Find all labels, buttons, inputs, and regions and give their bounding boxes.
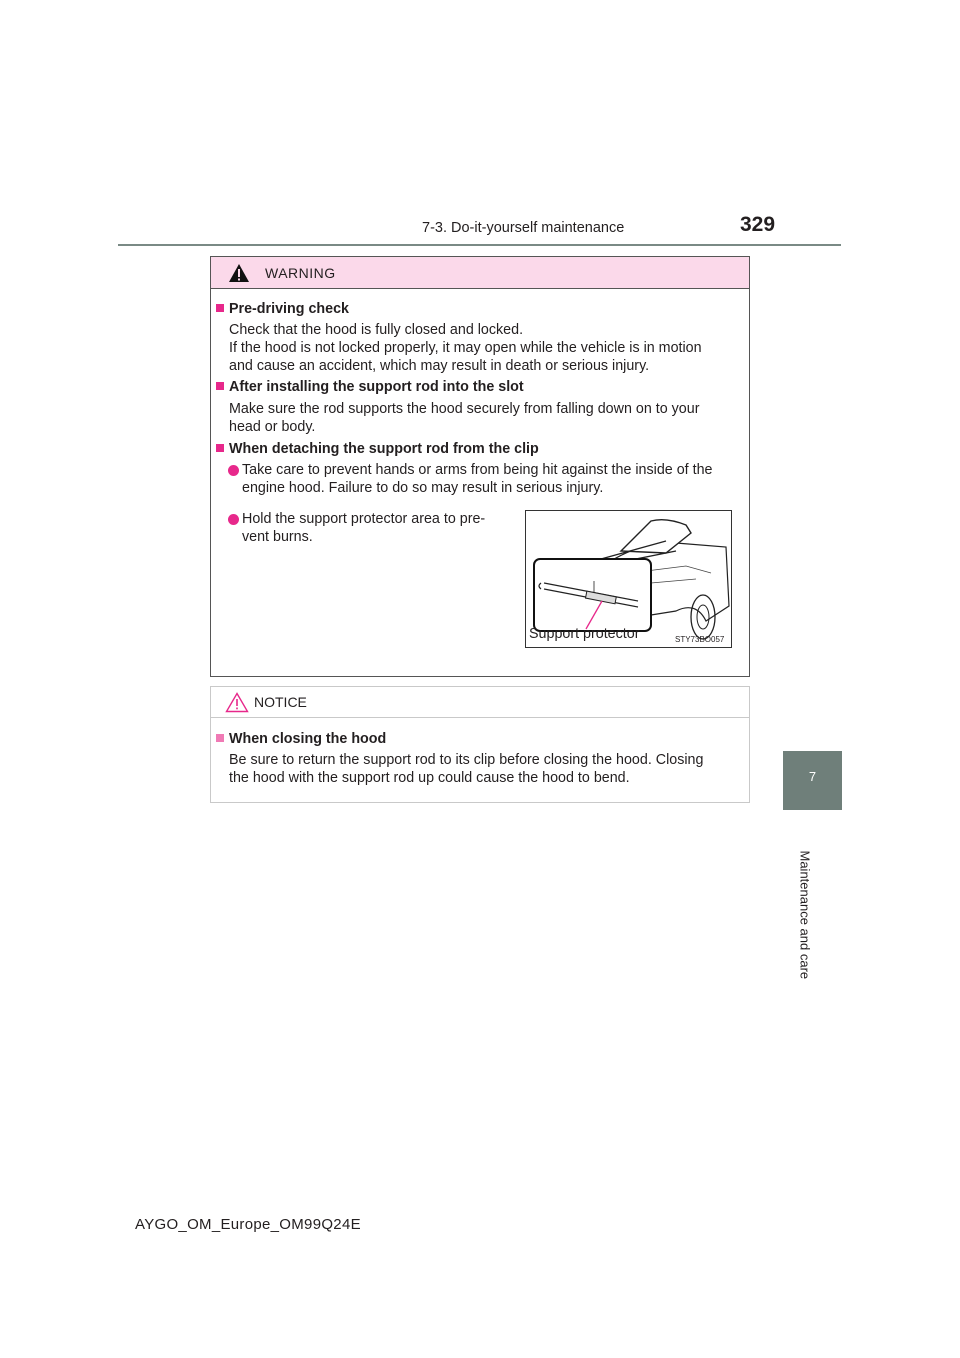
text-line: Hold the support protector area to pre- (242, 511, 486, 527)
notice-title: NOTICE (254, 694, 307, 710)
square-bullet-icon (216, 382, 224, 390)
square-bullet-icon (216, 734, 224, 742)
page-number: 329 (740, 213, 776, 236)
heading-text: Pre-driving check (229, 301, 349, 317)
round-bullet-icon (228, 514, 239, 525)
text-line: If the hood is not locked properly, it may open while the vehicle is in motion (229, 340, 702, 356)
figure-label-support-protector: Support protector (529, 626, 640, 642)
heading-text: When closing the hood (229, 731, 387, 747)
text-line: Check that the hood is fully closed and locked. (229, 322, 524, 338)
text-line: Make sure the rod supports the hood securely from falling down on to your (229, 401, 700, 417)
notice-box (210, 686, 750, 803)
header-section-title: 7-3. Do-it-yourself maintenance (422, 220, 625, 236)
warning-triangle-icon (228, 263, 250, 283)
header-rule (118, 244, 841, 246)
heading-text: After installing the support rod into the slot (229, 379, 524, 395)
warning-heading-detaching-rod (216, 441, 539, 457)
text-line: engine hood. Failure to do so may result in serious injury. (242, 480, 604, 496)
notice-header (211, 687, 749, 718)
warning-heading-support-rod-slot (216, 379, 524, 395)
text-line: Be sure to return the support rod to its clip before closing the hood. Closing (229, 752, 704, 768)
warning-bullet-protector (242, 510, 522, 546)
warning-text-pre-driving (229, 321, 743, 375)
text-line: head or body. (229, 419, 316, 435)
heading-text: When detaching the support rod from the clip (229, 441, 539, 457)
square-bullet-icon (216, 304, 224, 312)
text-line: the hood with the support rod up could cause the hood to bend. (229, 770, 630, 786)
figure-code: STY73BO057 (675, 635, 725, 644)
warning-heading-pre-driving (216, 301, 349, 317)
chapter-number: 7 (808, 769, 817, 784)
warning-title: WARNING (265, 265, 336, 281)
text-line: Take care to prevent hands or arms from being hit against the inside of the (242, 462, 713, 478)
warning-bullet-hands (242, 461, 746, 497)
notice-heading-closing-hood (216, 731, 386, 747)
notice-text-closing-hood (229, 751, 743, 787)
warning-text-support-rod-slot (229, 400, 743, 436)
warning-header (211, 257, 749, 289)
footer-document-code: AYGO_OM_Europe_OM99Q24E (135, 1216, 361, 1233)
round-bullet-icon (228, 465, 239, 476)
square-bullet-icon (216, 444, 224, 452)
caution-triangle-icon (225, 692, 249, 713)
chapter-title: Maintenance and care (797, 850, 813, 980)
text-line: vent burns. (242, 529, 313, 545)
text-line: and cause an accident, which may result in death or serious injury. (229, 358, 650, 374)
